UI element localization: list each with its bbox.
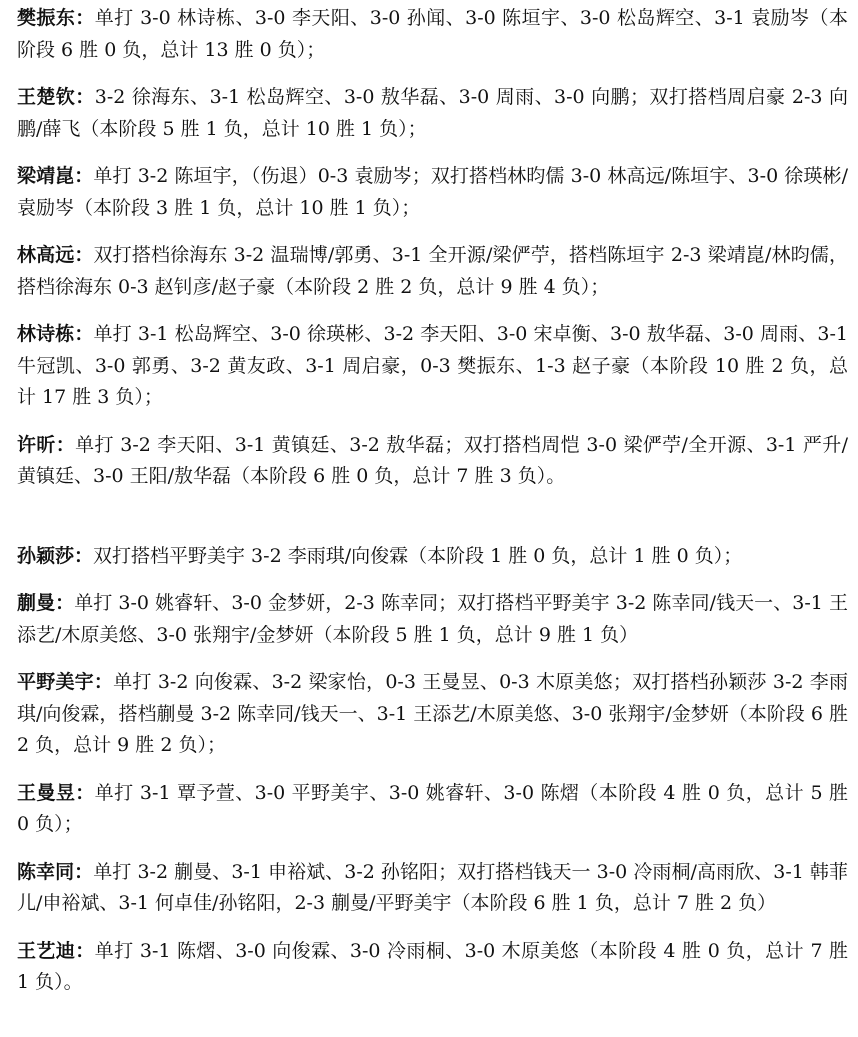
player-name: 王曼昱：	[17, 781, 95, 804]
player-record: 单打 3-1 松岛辉空、3-0 徐瑛彬、3-2 李天阳、3-0 宋卓衡、3-0 敖华磊、3-0 周雨、3-1 牛冠凯、3-0 郭勇、3-2 黄友政、3-1 周启豪，0-3 樊振东、1-3 赵子豪（本阶段 10 胜 2 负，总计 17 胜 3 负）；	[17, 323, 848, 408]
player-name: 陈幸同：	[17, 860, 94, 883]
player-entry-wang-manyu	[17, 778, 848, 841]
player-entry-lin-gaoyuan	[17, 240, 848, 303]
player-name: 蒯曼：	[17, 592, 75, 614]
player-entry-wang-chuqin	[17, 82, 848, 145]
player-name: 林高远：	[17, 244, 94, 266]
player-record: 双打搭档平野美宇 3-2 李雨琪/向俊霖（本阶段 1 胜 0 负，总计 1 胜 0 负）；	[93, 544, 743, 567]
player-name: 樊振东：	[17, 7, 95, 29]
player-entry-xu-xin	[17, 430, 848, 493]
player-entry-chen-xingtong	[17, 857, 848, 920]
player-name: 许昕：	[17, 433, 76, 456]
player-entry-fan-zhendong	[17, 3, 848, 66]
player-name: 王楚钦：	[17, 86, 95, 108]
player-record: 单打 3-1 陈熠、3-0 向俊霖、3-0 冷雨桐、3-0 木原美悠（本阶段 4 胜 0 负，总计 7 胜 1 负）。	[17, 939, 848, 993]
player-entry-kuai-man	[17, 588, 848, 651]
player-name: 王艺迪：	[17, 939, 95, 962]
player-entry-lin-shidong	[17, 319, 848, 414]
player-name: 林诗栋：	[17, 323, 94, 345]
player-record: 单打 3-0 姚睿轩、3-0 金梦妍，2-3 陈幸同；双打搭档平野美宇 3-2 陈幸同/钱天一、3-1 王添艺/木原美悠、3-0 张翔宇/金梦妍（本阶段 5 胜 1 负，总计 9 胜 1 负）	[17, 592, 848, 646]
player-record: 单打 3-2 向俊霖、3-2 梁家怡，0-3 王曼昱、0-3 木原美悠；双打搭档孙颖莎 3-2 李雨琪/向俊霖，搭档蒯曼 3-2 陈幸同/钱天一、3-1 王添艺/木原美悠、3-0 张翔宇/金梦妍（本阶段 6 胜 2 负，总计 9 胜 2 负）；	[17, 671, 848, 756]
player-entry-sun-yingsha	[17, 541, 848, 573]
player-record: 单打 3-2 李天阳、3-1 黄镇廷、3-2 敖华磊；双打搭档周恺 3-0 梁俨苧/全开源、3-1 严升/黄镇廷、3-0 王阳/敖华磊（本阶段 6 胜 0 负，总计 7 胜 3 负）。	[17, 433, 848, 487]
player-record: 单打 3-1 覃予萱、3-0 平野美宇、3-0 姚睿轩、3-0 陈熠（本阶段 4 胜 0 负，总计 5 胜 0 负）；	[17, 781, 848, 835]
player-record: 单打 3-2 陈垣宇，（伤退）0-3 袁励岑；双打搭档林昀儒 3-0 林高远/陈垣宇、3-0 徐瑛彬/袁励岑（本阶段 3 胜 1 负，总计 10 胜 1 负）；	[17, 165, 848, 219]
section-gap	[17, 493, 848, 541]
player-record: 单打 3-0 林诗栋、3-0 李天阳、3-0 孙闻、3-0 陈垣宇、3-0 松岛辉空、3-1 袁励岑（本阶段 6 胜 0 负，总计 13 胜 0 负）；	[17, 7, 848, 61]
player-name: 梁靖崑：	[17, 165, 94, 187]
player-record: 单打 3-2 蒯曼、3-1 申裕斌、3-2 孙铭阳；双打搭档钱天一 3-0 冷雨桐/高雨欣、3-1 韩菲儿/申裕斌、3-1 何卓佳/孙铭阳，2-3 蒯曼/平野美宇（本阶段 6 胜 1 负，总计 7 胜 2 负）	[17, 860, 848, 914]
player-record: 3-2 徐海东、3-1 松岛辉空、3-0 敖华磊、3-0 周雨、3-0 向鹏；双打搭档周启豪 2-3 向鹏/薛飞（本阶段 5 胜 1 负，总计 10 胜 1 负）；	[17, 86, 848, 140]
player-name: 孙颖莎：	[17, 544, 94, 567]
player-record: 双打搭档徐海东 3-2 温瑞博/郭勇、3-1 全开源/梁俨苧，搭档陈垣宇 2-3 梁靖崑/林昀儒，搭档徐海东 0-3 赵钊彦/赵子豪（本阶段 2 胜 2 负，总计 9 胜 4 负）；	[17, 244, 848, 298]
player-name: 平野美宇：	[17, 671, 114, 693]
player-entry-hirano-miu	[17, 667, 848, 762]
player-entry-liang-jingkun	[17, 161, 848, 224]
player-entry-wang-yidi	[17, 936, 848, 999]
